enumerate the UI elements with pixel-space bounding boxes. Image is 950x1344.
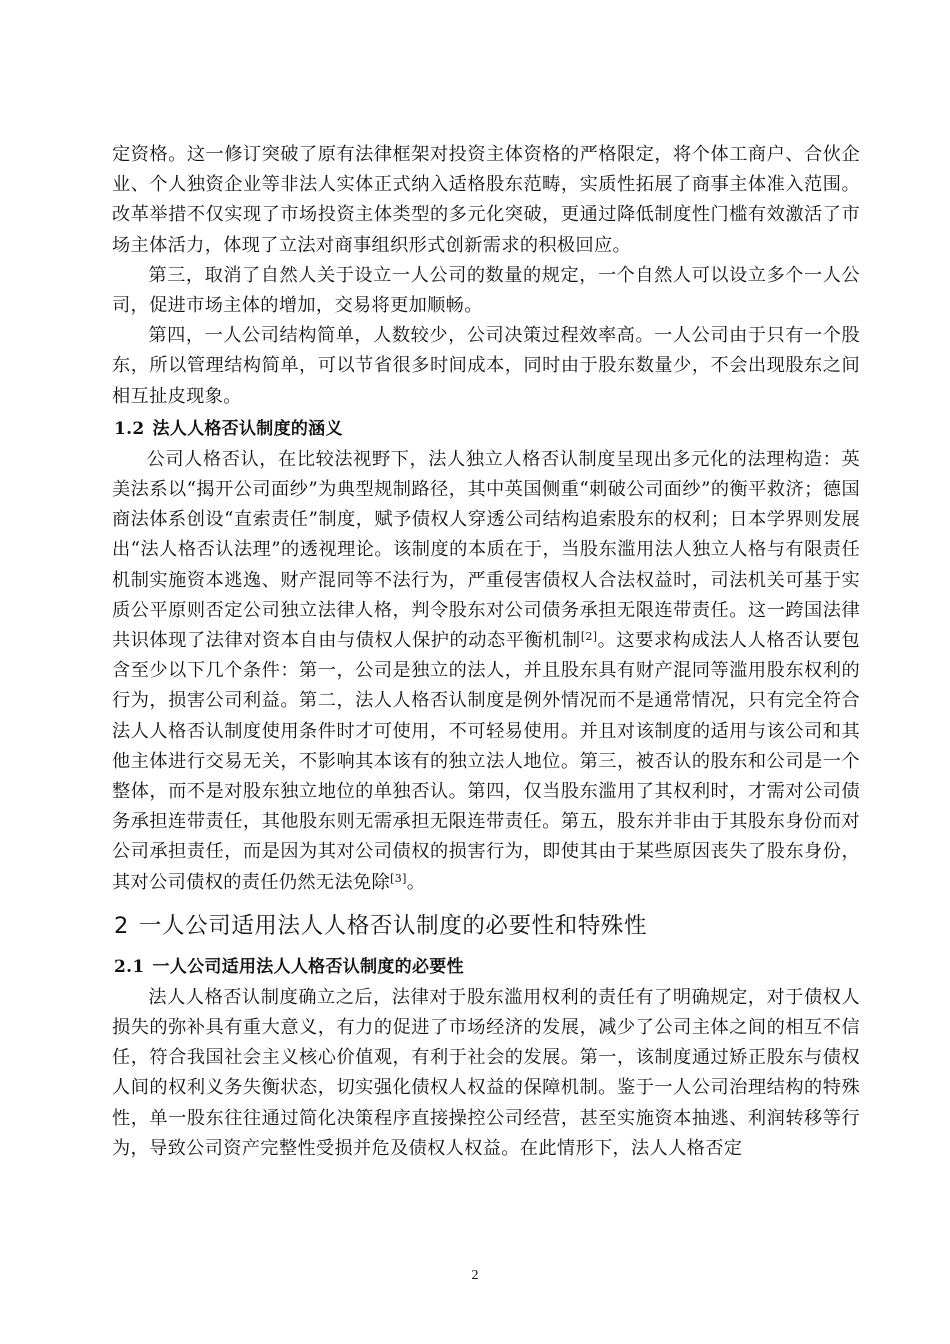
definition-text-part-2: 。这要求构成法人人格否认要包含至少以下几个条件：第一，公司是独立的法人，并且股东具有财产混同等滥用股东权利的行为，损害公司利益。第二，法人人格否认制度是例外情况而不是通常情况，只有完全符合法人人格否认制度使用条件时才可使用，不可轻易使用。并且对该制度的适用与该公司和其他主体进行交易无关，不影响其本该有的独立法人地位。第三，被否认的股东和公司是一个整体，而不是对股东独立地位的单独否认。第四，仅当股东滥用了其权利时，才需对公司债务承担连带责任，其他股东则无需承担无限连带责任。第五，股东并非由于其股东身份而对公司承担责任，而是因为其对公司债权的损害行为，即使其由于某些原因丧失了股东身份，其对公司债权的责任仍然无法免除 [112,630,860,893]
paragraph-third-point: 第三，取消了自然人关于设立一人公司的数量的规定，一个自然人可以设立多个一人公司，促进市场主体的增加，交易将更加顺畅。 [112,264,860,317]
page-number: 2 [471,1268,479,1283]
definition-text-part-1: 公司人格否认，在比较法视野下，法人独立人格否认制度呈现出多元化的法理构造：英美法系以“揭开公司面纱”为典型规制路径，其中英国侧重“刺破公司面纱”的衡平救济；德国商法体系创设“直索责任”制度，赋予债权人穿透公司结构追索股东的权利；日本学界则发展出“法人格否认法理”的透视理论。该制度的本质在于，当股东滥用法人独立人格与有限责任机制实施资本逃逸、财产混同等不法行为，严重侵害债权人合法权益时，司法机关可基于实质公平原则否定公司独立法律人格，判令股东对公司债务承担无限连带责任。这一跨国法律共识体现了法律对资本自由与债权人保护的动态平衡机制 [112,448,860,652]
document-body [112,140,860,1164]
citation-3[interactable]: [3] [390,871,407,885]
paragraph-continued: 定资格。这一修订突破了原有法律框架对投资主体资格的严格限定，将个体工商户、合伙企业、个人独资企业等非法人实体正式纳入适格股东范畴，实质性拓展了商事主体准入范围。改革举措不仅实现了市场投资主体类型的多元化突破，更通过降低制度性门槛有效激活了市场主体活力，体现了立法对商事组织形式创新需求的积极回应。 [112,144,860,256]
paragraph-necessity: 法人人格否认制度确立之后，法律对于股东滥用权利的责任有了明确规定，对于债权人损失的弥补具有重大意义，有力的促进了市场经济的发展，减少了公司主体之间的相互不信任，符合我国社会主义核心价值观，有利于社会的发展。第一，该制度通过矫正股东与债权人间的权利义务失衡状态，切实强化债权人权益的保障机制。鉴于一人公司治理结构的特殊性，单一股东往往通过简化决策程序直接操控公司经营，甚至实施资本抽逃、利润转移等行为，导致公司资产完整性受损并危及债权人权益。在此情形下，法人人格否定 [112,986,860,1159]
definition-text-end: 。 [406,871,426,893]
section-heading-2 [114,908,860,944]
subsection-number: 1.2 [114,418,145,439]
paragraph-fourth-point: 第四，一人公司结构简单，人数较少，公司决策过程效率高。一人公司由于只有一个股东，所以管理结构简单，可以节省很多时间成本，同时由于股东数量少，不会出现股东之间相互扯皮现象。 [112,325,860,407]
section-number: 2 [114,912,129,939]
subsection-heading-1-2 [114,414,860,444]
subsection-title: 一人公司适用法人人格否认制度的必要性 [152,956,464,977]
section-title: 一人公司适用法人人格否认制度的必要性和特殊性 [138,912,648,939]
subsection-number: 2.1 [114,956,145,977]
subsection-title: 法人人格否认制度的涵义 [152,418,343,439]
subsection-heading-2-1 [114,952,860,982]
citation-2[interactable]: [2] [580,630,598,644]
paragraph-definition [112,445,860,898]
